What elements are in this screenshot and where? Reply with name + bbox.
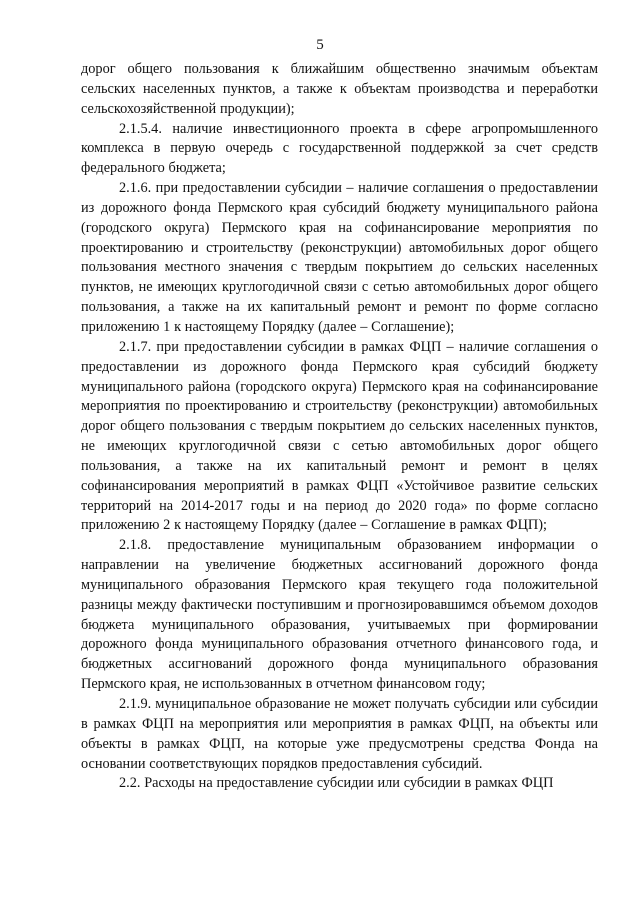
page-number: 5 [316,37,324,53]
paragraph-2-1-7: 2.1.7. при предоставлении субсидии в рамках ФЦП – наличие соглашения о предоставлении из дорожного фонда Пермского края субсидий бюджету муниципального района (городского округа) Пермского края на софинансирование мероприятия по проектированию и строительству (реконструкции) автомобильных дорог общего пользования с твердым покрытием до сельских населенных пунктов, не имеющих круглогодичной связи с сетью автомобильных дорог общего пользования, а также на их капитальный ремонт и ремонт в целях софинансирования мероприятий в рамках ФЦП «Устойчивое развитие сельских территорий на 2014-2017 годы и на период до 2020 года» по форме согласно приложению 2 к настоящему Порядку (далее – Соглашение в рамках ФЦП); [81,338,598,534]
paragraph-2-1-8: 2.1.8. предоставление муниципальным образованием информации о направлении на увеличение бюджетных ассигнований дорожного фонда муниципального образования Пермского края текущего года положительной разницы между фактически поступившим и прогнозировавшимся объемом доходов бюджета муниципального образования, учитываемых при формировании дорожного фонда муниципального образования отчетного финансового года, и бюджетных ассигнований дорожного фонда муниципального образования Пермского края, не использованных в отчетном финансовом году; [81,537,598,693]
document-body [81,60,598,794]
paragraph-2-1-9: 2.1.9. муниципальное образование не может получать субсидии или субсидии в рамках ФЦП на мероприятия или мероприятия в рамках ФЦП, на объекты или объекты в рамках ФЦП, на которые уже предусмотрены средства Фонда на основании соответствующих порядков предоставления субсидий. [81,696,598,772]
paragraph-road-access-continuation: дорог общего пользования к ближайшим общественно значимым объектам сельских населенных пунктов, а также к объектам производства и переработки сельскохозяйственной продукции); [81,61,598,117]
paragraph-2-2: 2.2. Расходы на предоставление субсидии или субсидии в рамках ФЦП [119,775,554,792]
paragraph-2-1-6: 2.1.6. при предоставлении субсидии – наличие соглашения о предоставлении из дорожного фонда Пермского края субсидий бюджету муниципального района (городского округа) Пермского края на софинансирование мероприятия по проектированию и строительству (реконструкции) автомобильных дорог общего пользования местного значения с твердым покрытием до сельских населенных пунктов, не имеющих круглогодичной связи с сетью автомобильных дорог общего пользования, а также на их капитальный ремонт и ремонт по форме согласно приложению 1 к настоящему Порядку (далее – Соглашение); [81,180,598,335]
paragraph-2-1-5-4: 2.1.5.4. наличие инвестиционного проекта в сфере агропромышленного комплекса в первую очередь с государственной поддержкой за счет средств федерального бюджета; [81,120,598,177]
